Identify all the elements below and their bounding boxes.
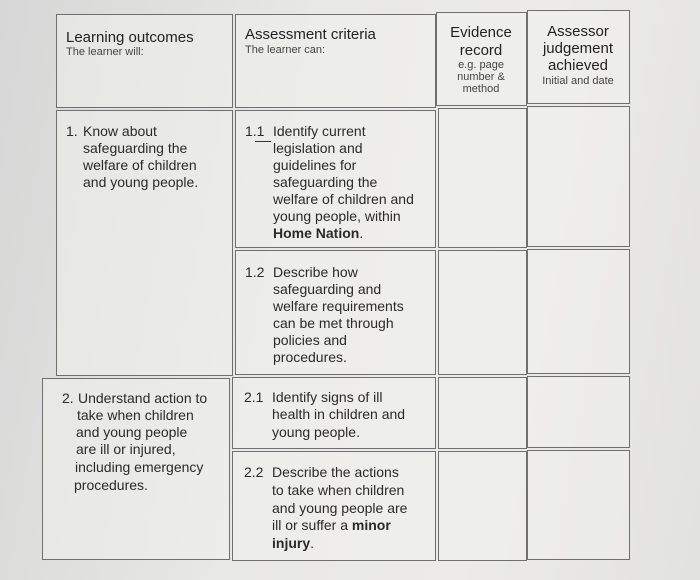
criterion-1-1-line-1: Identify current bbox=[273, 123, 366, 139]
header-evidence-sub-2: number & bbox=[457, 71, 505, 83]
criterion-2-1-line-3: young people. bbox=[272, 424, 360, 440]
header-assessor-line-2: judgement bbox=[542, 40, 614, 57]
criterion-1-1-line-2: legislation and bbox=[273, 140, 363, 156]
header-assessor-line-1: Assessor bbox=[547, 23, 609, 40]
criterion-1-1-line-3: guidelines for bbox=[273, 157, 357, 173]
outcome-2-number: 2. bbox=[62, 390, 74, 406]
header-assessor-line-3: achieved bbox=[547, 57, 609, 74]
assessor-2-1-cell[interactable] bbox=[527, 376, 630, 448]
header-evidence-line-2: record bbox=[459, 42, 503, 59]
criterion-2-2-minor: minor bbox=[351, 517, 391, 533]
criterion-1-1-underline-mark bbox=[255, 141, 271, 142]
header-learning-outcomes: Learning outcomes bbox=[66, 29, 194, 46]
evidence-2-2-cell[interactable] bbox=[438, 451, 527, 561]
outcome-2-line-4: are ill or injured, bbox=[76, 441, 176, 457]
criterion-2-2-injury: injury bbox=[272, 535, 311, 551]
criterion-2-2-number: 2.2 bbox=[244, 464, 264, 480]
assessor-1-1-cell[interactable] bbox=[527, 106, 630, 247]
outcome-1-line-4: and young people. bbox=[83, 174, 199, 190]
criterion-2-2-period: . bbox=[310, 535, 315, 551]
header-evidence-line-1: Evidence bbox=[450, 24, 512, 41]
criterion-1-2-line-5: policies and bbox=[273, 332, 347, 348]
criterion-2-2-line-1: Describe the actions bbox=[272, 464, 399, 480]
outcome-2-line-6: procedures. bbox=[74, 477, 148, 493]
outcome-2-line-2: take when children bbox=[77, 407, 194, 423]
evidence-1-2-cell[interactable] bbox=[438, 250, 527, 375]
criterion-1-2-number: 1.2 bbox=[245, 264, 265, 280]
outcome-1-line-3: welfare of children bbox=[83, 157, 197, 173]
outcome-2-line-5: including emergency bbox=[75, 459, 204, 475]
header-assessment-criteria: Assessment criteria bbox=[245, 26, 376, 43]
criterion-1-1-line-7 bbox=[273, 225, 363, 242]
evidence-2-1-cell[interactable] bbox=[438, 377, 527, 449]
criterion-2-1-number: 2.1 bbox=[244, 389, 264, 405]
header-evidence-sub-3: method bbox=[462, 83, 500, 95]
criterion-2-2-line-3: and young people are bbox=[272, 500, 408, 516]
evidence-1-1-cell[interactable] bbox=[438, 108, 527, 248]
criterion-1-1-line-6: young people, within bbox=[273, 208, 401, 224]
criterion-2-2-ill-or-suffer: ill or suffer a bbox=[272, 517, 352, 533]
outcome-1-number: 1. bbox=[66, 123, 78, 139]
outcome-1-line-1: Know about bbox=[83, 123, 157, 139]
criterion-2-1-line-2: health in children and bbox=[272, 406, 406, 422]
criterion-1-2-line-1: Describe how bbox=[273, 264, 358, 280]
criterion-1-2-line-6: procedures. bbox=[273, 349, 347, 365]
criterion-1-2-line-4: can be met through bbox=[273, 315, 394, 331]
header-evidence-sub-1: e.g. page bbox=[458, 59, 504, 71]
outcome-1-line-2: safeguarding the bbox=[83, 140, 188, 156]
criterion-2-2-line-4 bbox=[272, 517, 391, 534]
assessor-2-2-cell[interactable] bbox=[527, 450, 630, 560]
criterion-1-1-period: . bbox=[359, 225, 364, 241]
criterion-2-2-line-5 bbox=[272, 535, 314, 552]
header-assessor-sub: Initial and date bbox=[542, 75, 614, 87]
outcome-2-line-1: Understand action to bbox=[78, 390, 208, 406]
criterion-1-1-line-4: safeguarding the bbox=[273, 174, 378, 190]
criterion-2-2-line-2: to take when children bbox=[272, 482, 405, 498]
outcome-2-line-3: and young people bbox=[76, 424, 188, 440]
criterion-1-1-line-5: welfare of children and bbox=[273, 191, 414, 207]
criterion-1-1-number: 1.1 bbox=[245, 123, 265, 139]
header-learning-outcomes-sub: The learner will: bbox=[66, 46, 144, 58]
criterion-1-2-line-2: safeguarding and bbox=[273, 281, 382, 297]
criterion-1-2-line-3: welfare requirements bbox=[273, 298, 404, 314]
header-assessment-criteria-sub: The learner can: bbox=[245, 44, 326, 56]
criterion-2-1-line-1: Identify signs of ill bbox=[272, 389, 383, 405]
criterion-1-1-home-nation: Home Nation bbox=[273, 225, 360, 241]
assessor-1-2-cell[interactable] bbox=[527, 249, 630, 374]
